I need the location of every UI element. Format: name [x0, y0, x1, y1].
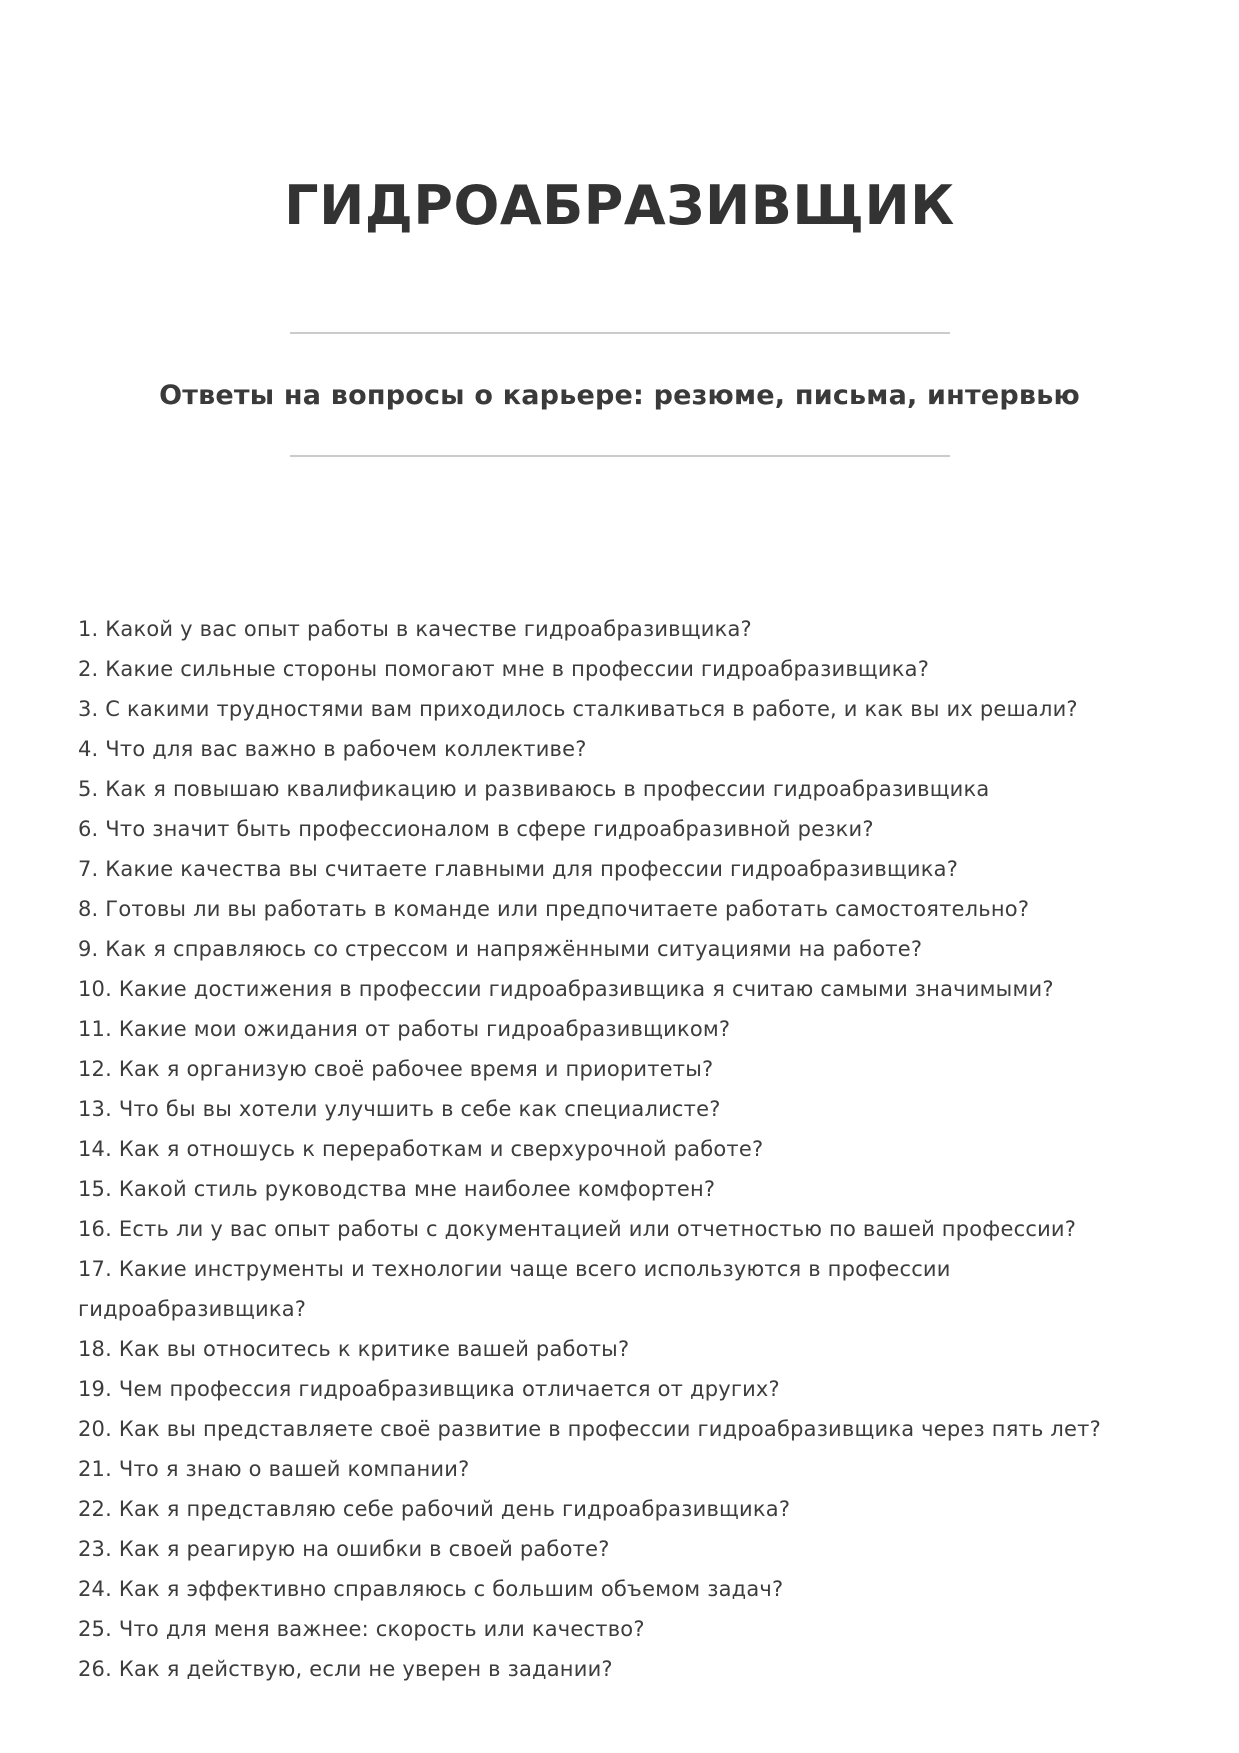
- question-item: 22. Как я представляю себе рабочий день гидроабразивщика?: [78, 1496, 791, 1521]
- question-item: 20. Как вы представляете своё развитие в профессии гидроабразивщика через пять лет?: [78, 1416, 1101, 1441]
- question-item: 2. Какие сильные стороны помогают мне в профессии гидроабразивщика?: [78, 656, 930, 681]
- questions-list: [0, 609, 1239, 1689]
- question-item: 11. Какие мои ожидания от работы гидроабразивщиком?: [78, 1016, 731, 1041]
- question-item: 3. С какими трудностями вам приходилось сталкиваться в работе, и как вы их решали?: [78, 696, 1078, 721]
- question-item: 15. Какой стиль руководства мне наиболее комфортен?: [78, 1176, 716, 1201]
- question-item: 13. Что бы вы хотели улучшить в себе как специалисте?: [78, 1096, 721, 1121]
- question-item: 9. Как я справляюсь со стрессом и напряжёнными ситуациями на работе?: [78, 936, 923, 961]
- question-item: 16. Есть ли у вас опыт работы с документацией или отчетностью по вашей профессии?: [78, 1216, 1077, 1241]
- question-item: 23. Как я реагирую на ошибки в своей работе?: [78, 1536, 610, 1561]
- divider-top: [290, 332, 950, 334]
- question-item: 10. Какие достижения в профессии гидроабразивщика я считаю самыми значимыми?: [78, 976, 1054, 1001]
- question-item: 25. Что для меня важнее: скорость или качество?: [78, 1616, 645, 1641]
- question-item: 26. Как я действую, если не уверен в задании?: [78, 1656, 613, 1681]
- question-item: 14. Как я отношусь к переработкам и сверхурочной работе?: [78, 1136, 764, 1161]
- question-item: 19. Чем профессия гидроабразивщика отличается от других?: [78, 1376, 780, 1401]
- question-item: 24. Как я эффективно справляюсь с большим объемом задач?: [78, 1576, 784, 1601]
- question-item: 7. Какие качества вы считаете главными для профессии гидроабразивщика?: [78, 856, 959, 881]
- question-item: 18. Как вы относитесь к критике вашей работы?: [78, 1336, 630, 1361]
- question-item: 21. Что я знаю о вашей компании?: [78, 1456, 470, 1481]
- page-subtitle: Ответы на вопросы о карьере: резюме, письма, интервью: [159, 379, 1080, 411]
- question-item: 12. Как я организую своё рабочее время и приоритеты?: [78, 1056, 714, 1081]
- question-item: 17. Какие инструменты и технологии чаще всего используются в профессии гидроабразивщика?: [78, 1256, 951, 1321]
- question-item: 1. Какой у вас опыт работы в качестве гидроабразивщика?: [78, 616, 752, 641]
- question-item: 6. Что значит быть профессионалом в сфере гидроабразивной резки?: [78, 816, 874, 841]
- question-item: 4. Что для вас важно в рабочем коллективе?: [78, 736, 587, 761]
- question-item: 5. Как я повышаю квалификацию и развиваюсь в профессии гидроабразивщика: [78, 776, 990, 801]
- question-item: 8. Готовы ли вы работать в команде или предпочитаете работать самостоятельно?: [78, 896, 1030, 921]
- divider-bottom: [290, 455, 950, 457]
- page-title: ГИДРОАБРАЗИВЩИК: [284, 174, 955, 237]
